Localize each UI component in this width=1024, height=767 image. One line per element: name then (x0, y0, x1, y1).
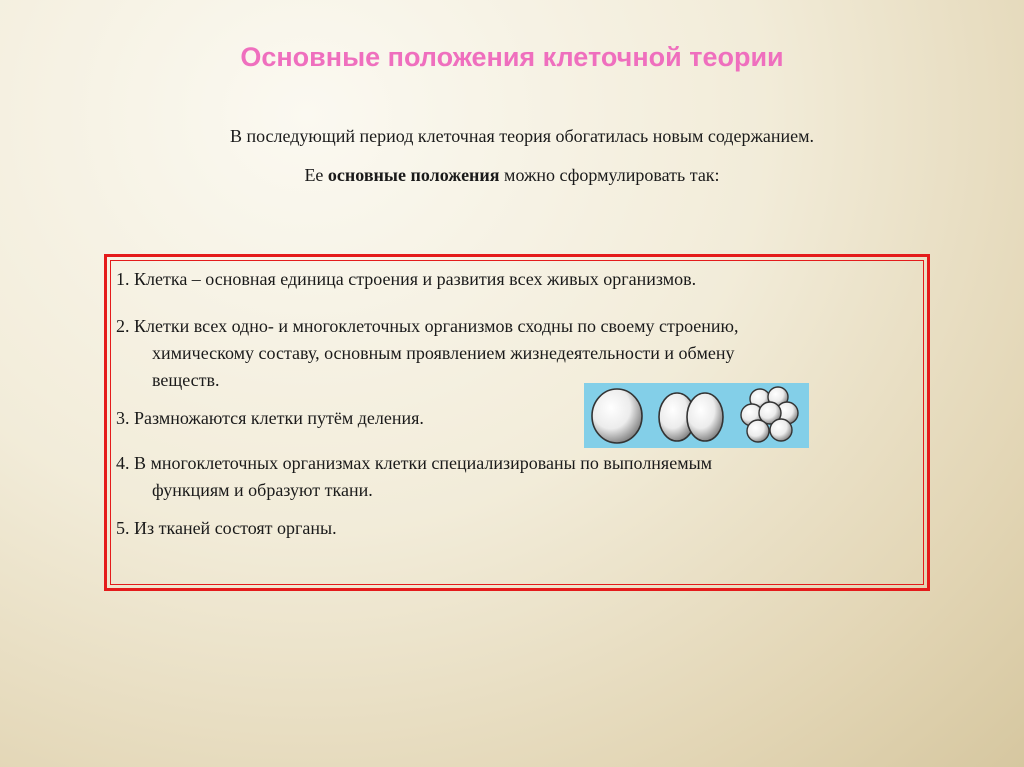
thesis-text: 1. Клетка – основная единица строения и развития всех живых организмов. (116, 269, 697, 289)
intro-line-2-bold: основные положения (327, 165, 500, 185)
intro-line-2-before: Ее (304, 165, 328, 185)
thesis-item-1 (116, 266, 896, 293)
thesis-item-2 (116, 313, 896, 394)
two-cells-icon-right (687, 393, 723, 441)
thesis-text: 3. Размножаются клетки путём деления. (116, 408, 424, 428)
thesis-text-continuation: веществ. (152, 370, 220, 390)
thesis-item-5 (116, 515, 896, 542)
thesis-text: 5. Из тканей состоят органы. (116, 518, 337, 538)
cell-division-svg (584, 383, 809, 448)
slide-title: Основные положения клеточной теории (240, 42, 784, 72)
thesis-text-continuation: функциям и образуют ткани. (152, 480, 373, 500)
thesis-text: 4. В многоклеточных организмах клетки специализированы по выполняемым (116, 453, 713, 473)
intro-line-1: В последующий период клеточная теория обогатилась новым содержанием. (229, 126, 815, 146)
thesis-text-continuation: химическому составу, основным проявлением жизнедеятельности и обмену (152, 343, 735, 363)
single-cell-icon (592, 389, 642, 443)
thesis-item-4 (116, 450, 896, 504)
cell-division-illustration (584, 383, 809, 448)
intro-line-2 (0, 165, 1024, 186)
cell-cluster-icon (741, 387, 798, 442)
intro-line-2-after: можно сформулировать так: (499, 165, 720, 185)
thesis-text: 2. Клетки всех одно- и многоклеточных организмов сходны по своему строению, (116, 316, 739, 336)
